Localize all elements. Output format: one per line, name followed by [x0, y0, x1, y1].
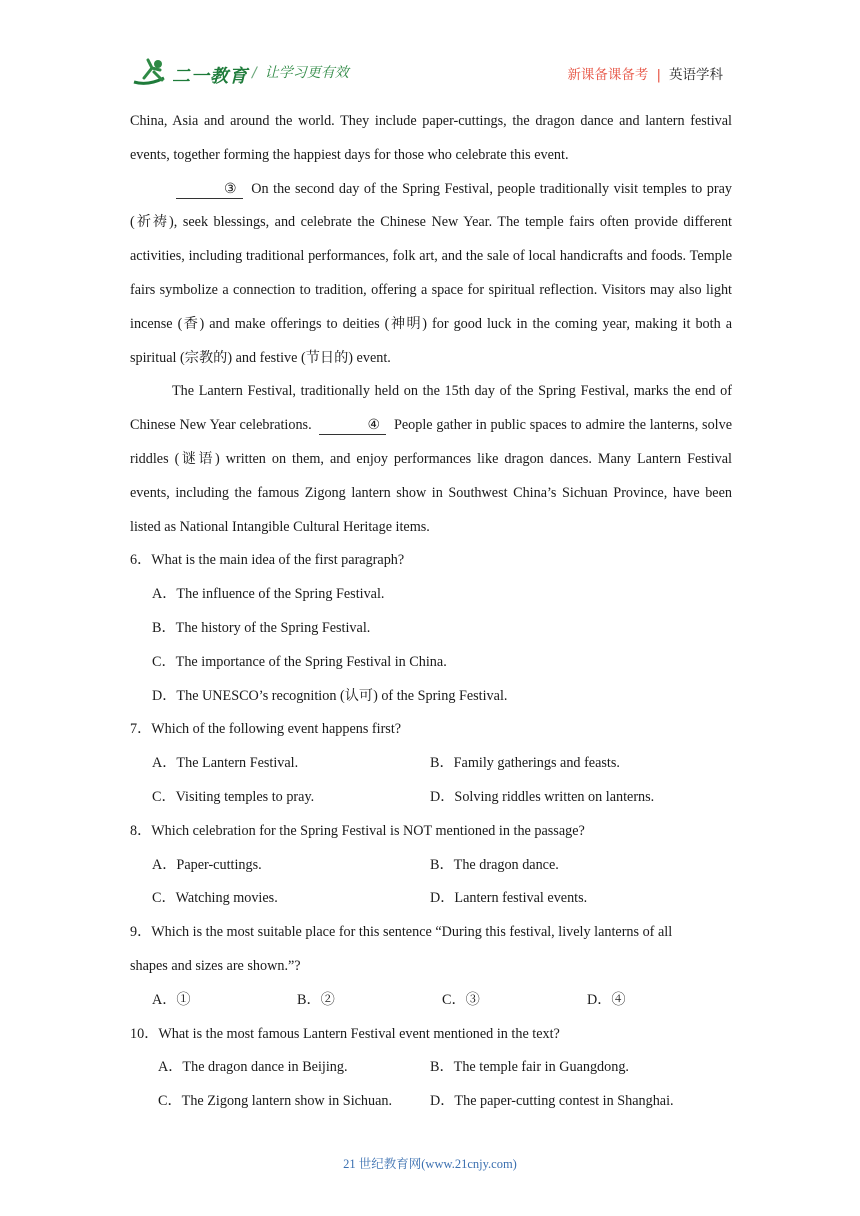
blank-3: ③	[176, 180, 243, 199]
q8-options-row-1	[130, 849, 732, 883]
q10-option-b: B．The temple fair in Guangdong.	[430, 1059, 629, 1076]
q9-options-row	[130, 984, 732, 1018]
q7-option-c: C．Visiting temples to pray.	[152, 788, 315, 805]
header-course-label: 新课备课备考	[567, 67, 649, 83]
q10-option-a: A．The dragon dance in Beijing.	[158, 1059, 348, 1076]
q8-option-a: A．Paper-cuttings.	[152, 856, 262, 873]
q6-option-b: B．The history of the Spring Festival.	[152, 619, 371, 636]
header-subject	[567, 63, 723, 83]
slogan: / 让学习更有效	[252, 65, 349, 81]
q9-option-d: D．④	[587, 991, 626, 1008]
q10-options-row-2	[130, 1085, 732, 1119]
q7-option-b: B．Family gatherings and feasts.	[430, 755, 620, 772]
q8-option-d: D．Lantern festival events.	[430, 890, 588, 907]
q7-option-a: A．The Lantern Festival.	[152, 755, 299, 772]
paragraph-2-text: On the second day of the Spring Festival, people traditionally visit temples to pray (祈祷), seek blessings, and celebrate the Chinese New Year. The temple fairs often provide different activities, including traditional performances, folk art, and the sale of local handicrafts and foods. Temple fairs symbolize a connection to tradition, offering a space for spiritual reflection. Visitors may also light incense (香) and make offerings to deities (神明) for good luck in the coming year, making it both a spiritual (宗教的) and festive (节日的) event.	[130, 180, 733, 366]
paragraph-1: China, Asia and around the world. They include paper-cuttings, the dragon dance and lantern festival events, together forming the happiest days for those who celebrate this event.	[130, 113, 732, 163]
q9-option-b: B．②	[297, 991, 335, 1008]
question-6: 6．What is the main idea of the first paragraph?	[130, 552, 405, 569]
q8-options-row-2	[130, 882, 732, 916]
q9-option-a: A．①	[152, 991, 191, 1008]
question-9-line-1: 9．Which is the most suitable place for this sentence “During this festival, lively lanterns of all	[130, 924, 673, 941]
q10-option-c: C．The Zigong lantern show in Sichuan.	[158, 1093, 393, 1110]
question-10: 10．What is the most famous Lantern Festival event mentioned in the text?	[130, 1025, 560, 1042]
q6-option-d: D．The UNESCO’s recognition (认可) of the Spring Festival.	[152, 687, 508, 704]
q10-option-d: D．The paper-cutting contest in Shanghai.	[430, 1093, 674, 1110]
q8-option-c: C．Watching movies.	[152, 890, 278, 907]
q8-option-b: B．The dragon dance.	[430, 856, 559, 873]
logo-text: 二一教育	[172, 66, 248, 87]
q7-options-row-1	[130, 747, 732, 781]
q6-option-c: C．The importance of the Spring Festival in China.	[152, 653, 447, 670]
header-subject-label: 英语学科	[669, 67, 723, 83]
q9-option-c: C．③	[442, 991, 480, 1008]
document-body	[130, 105, 732, 1119]
question-8: 8．Which celebration for the Spring Festival is NOT mentioned in the passage?	[130, 822, 585, 839]
slogan-text: 让学习更有效	[264, 65, 349, 81]
page-footer[interactable]: 21 世纪教育网(www.21cnjy.com)	[343, 1157, 517, 1171]
q10-options-row-1	[130, 1051, 732, 1085]
paragraph-2	[130, 173, 732, 376]
question-7: 7．Which of the following event happens first?	[130, 721, 402, 738]
header-separator: |	[656, 67, 661, 83]
paragraph-3-text-a: The Lantern Festival, traditionally held on the 15th day of the Spring Festival, marks the end of Chinese New Year celebrations.	[130, 383, 732, 434]
paragraph-3	[130, 375, 732, 544]
paragraph-3-text-b: People gather in public spaces to admire the lanterns, solve riddles (谜语) written on them, and enjoy performances like dragon dances. Many Lantern Festival events, including the famous Zigong lantern show in Southwest China’s Sichuan Province, have been listed as National Intangible Cultural Heritage items.	[130, 417, 733, 535]
q7-option-d: D．Solving riddles written on lanterns.	[430, 788, 655, 805]
blank-4: ④	[319, 416, 386, 435]
q7-options-row-2	[130, 781, 732, 815]
q6-option-a: A．The influence of the Spring Festival.	[152, 586, 385, 603]
page-header	[0, 0, 860, 100]
question-9-line-2: shapes and sizes are shown.”?	[130, 957, 301, 974]
